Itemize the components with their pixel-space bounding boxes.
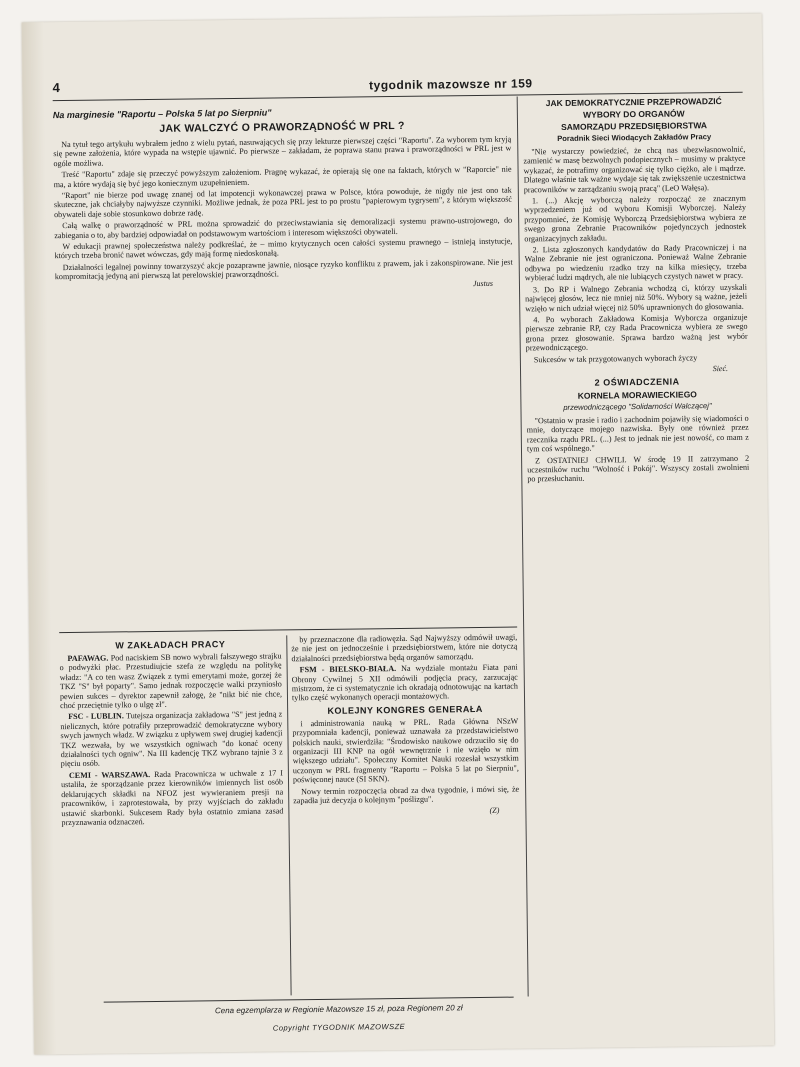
elections-paragraph: 1. (...) Akcję wyborczą należy rozpocząć ze znacznym wyprzedzeniem już od wyboru Komisji Wyborczej. Należy przypomnieć, że Komisję Wyborczą Przedsiębiorstwa wybiera ze swego grona Zebranie Pracowników pojedynczych jednostek organizacyjnych zakładu. <box>524 193 747 244</box>
news-lead: FSC - LUBLIN. <box>68 711 124 722</box>
article-signature: Justus <box>472 278 493 288</box>
page-number: 4 <box>52 80 60 96</box>
elections-paragraph: "Nie wystarczy powiedzieć, że chcą nas ubezwłasnowolnić, zamienić w masę bezwolnych podopiecznych – musimy w praktyce wykazać, że potrafimy organizować się tylko ciężko, ale i mądrze. Dlatego właśnie tak ważne wydaje się tak zwiększenie uczestnictwa pracowników w zarządzaniu swoją pracą" (LeO Wałęsa). <box>523 144 746 195</box>
article-subhead: Na marginesie "Raportu – Polska 5 lat po Sierpniu" <box>52 107 272 121</box>
article-paragraph: W edukacji prawnej społeczeństwa należy podkreślać, że – mimo krytycznych ocen całości systemu prawnego – istnieją instytucje, których trzeba bronić nawet wówczas, gdy mają formę niedoskonałą. <box>54 236 513 261</box>
page-fold-shadow <box>22 22 60 1054</box>
workplaces-section <box>59 635 285 998</box>
middle-intro: by przeznaczone dla radiowęzła. Sąd Najwyższy odmówił uwagi, że nie jest on jednocześnie i przedsiębiorstwem, które nie dotyczą działalności przedsiębiorstwa będą organów samorządu. <box>291 632 518 664</box>
elections-article <box>523 94 756 977</box>
newspaper-sheet <box>22 14 775 1055</box>
news-item <box>292 663 518 703</box>
page-content <box>52 70 754 1038</box>
news-item <box>59 651 282 710</box>
statement-title: 2 OŚWIADCZENIA <box>594 376 680 388</box>
article-paragraph: Na tytuł tego artykułu wybrałem jedno z wielu pytań, nasuwających się przy lekturze pierwszej części "Raportu". Za wyborem tym kryją się pewne założenia, które wypada na wstępie ujawnić. Po pierwsze – zakładam, że poprawa stanu prawa i praworządności w PRL jest w ogóle możliwa. <box>53 134 512 168</box>
section-title: W ZAKŁADACH PRACY <box>115 639 226 651</box>
main-article <box>53 103 517 629</box>
article-paragraph: Całą walkę o praworządność w PRL można sprowadzić do przeciwstawiania się demoralizacji systemu prawno-ustrojowego, do zabiegania o to, aby bardziej odpowiadał on podstawowym wartościom i interesom większości obywateli. <box>54 215 513 240</box>
elections-title-line: JAK DEMOKRATYCZNIE PRZEPROWADZIĆ <box>545 96 722 109</box>
elections-paragraph: 4. Po wyborach Zakładowa Komisja Wyborcza organizuje pierwsze zebranie RP, czy Rada Pracownicza wybiera ze swego grona przez głosowanie. Sprawa bardzo ważną jest wybór przewodniczącego. <box>525 312 748 353</box>
article-paragraph: Działalności legalnej powinny towarzyszyć akcje pozaprawne jawnie, niosące ryzyko konfliktu z prawem, jak i zakonspirowane. Nie jest kompromitacją jedyną ani pierwszą lat perelowskiej praworządności. <box>54 257 513 282</box>
article-paragraph: Treść "Raportu" zdaje się przeczyć powyższym założeniom. Pragnę wykazać, że opierają się one na faktach, których w "Raporcie" nie ma, a które wydają się być jego koniecznym uzupełnieniem. <box>53 164 512 189</box>
section-rule <box>59 627 517 634</box>
statement-subtitle-2: przewodniczącego "Solidarności Walczącej" <box>563 401 712 412</box>
news-lead: CEMI - WARSZAWA. <box>68 769 151 780</box>
article-paragraph: "Raport" nie bierze pod uwagę znanej od lat impotencji wykonawczej prawa w Polsce, która powoduje, że nigdy nie jest ono tak skuteczne, jak chciałyby najwyższe czynniki. Możliwe jednak, że poza PRL jest to po prostu "papierowym tygrysem", z którym większość obywateli daje sobie stosunkowo dobrze radę. <box>53 185 512 220</box>
congress-heading: KOLEJNY KONGRES GENERAŁA <box>327 703 483 716</box>
elections-paragraph: 2. Lista zgłoszonych kandydatów do Rady Pracowniczej i na Walne Zebranie nie jest ograniczona. Ponieważ Walne Zebranie odbywa po wiedzeniu rzadko trzy na kilka miesięcy, trzeba wybierać ludzi mądrych, ale nie lubiących czystych nawet w pracy. <box>524 242 747 283</box>
article-title: JAK WALCZYĆ O PRAWORZĄDNOŚĆ W PRL ? <box>159 119 405 135</box>
elections-title-line: WYBORY DO ORGANÓW <box>583 108 685 120</box>
news-lead: PAFAWAG. <box>67 653 109 664</box>
middle-closing: Nowy termin rozpoczęcia obrad za dwa tygodnie, i mówi się, że zapadła już decyzja o kolejnym "poślizgu". <box>293 784 520 806</box>
elections-signature: Sieć. <box>712 363 729 374</box>
elections-subtitle: Poradnik Sieci Wiodących Zakładów Pracy <box>557 132 712 144</box>
footer-rule <box>104 997 514 1003</box>
news-item <box>61 768 284 827</box>
statement-subtitle: KORNELA MORAWIECKIEGO <box>577 389 697 401</box>
news-lead: FSM - BIELSKO-BIAŁA. <box>299 664 397 675</box>
elections-title-line: SAMORZĄDU PRZEDSIĘBIORSTWA <box>561 120 708 132</box>
elections-paragraph: Sukcesów w tak przygotowanych wyborach życzy <box>533 352 698 364</box>
elections-paragraph: 3. Do RP i Walnego Zebrania wchodzą ci, którzy uzyskali najwięcej głosów, lecz nie mniej niż 50%. Wybory są ważne, jeżeli wzięło w nich udział więcej niż 50% uprawnionych do głosowania. <box>525 282 748 313</box>
news-text: Pod naciskiem SB nowo wybrali fałszywego strajku o podwyżki płac. Przestudiujcie szefa ze względu na politykę władz: "A co ten wasz Związek z tymi emerytami może, gorzej że TKZ "S" był poparty". Samo jednak rozpoczęcie walki przyniosło pewien sukces – dyrektor zapewnił załogę, że "nikt bić nie chce, choć przeciętnie tylko o ulgę zł". <box>59 651 282 711</box>
price-line: Cena egzemplarza w Regionie Mazowsze 15 zł, poza Regionem 20 zł <box>214 1003 463 1016</box>
column-divider <box>286 635 291 995</box>
copyright-line: Copyright TYGODNIK MAZOWSZE <box>272 1021 406 1033</box>
statement-paragraph: Z OSTATNIEJ CHWILI. W środę 19 II zatrzymano 2 uczestników ruchu "Wolność i Pokój". Wszyscy zostali zwolnieni po przesłuchaniu. <box>527 453 750 484</box>
news-text: Na wydziale montażu Fiata pani Obrony Cywilnej 5 XII odmówili podjęcia pracy, zarzucając mistrzom, że ci systematycznie ich okradają odnotowując na kartach tylko część wykonanych operacji montażowych. <box>291 662 518 703</box>
news-text: Tutejsza organizacja zakładowa "S" jest jedną z nielicznych, które potrafiły przeprowadzić demokratyczne wybory swych jawnych władz. W związku z upływem swej drugiej kadencji TKZ wezwała, by we wszystkich ogniwach "do konać oceny działalności tych ogniw". Na III kadencję TKZ wybrano tajnie 3 z pięciu osób. <box>60 709 283 769</box>
news-text: i administrowania nauką w PRL. Rada Główna NSzW przypomniała kadencji, ponieważ uznawała za przedstawicielstwo polskich nauki, stwierdziła: "Środowisko naukowe odrzuciło się do organizacji III KNP na ogół wewnętrznie i nie wzięło w nim większego udziału". Społeczny Komitet Nauki rozesłał wszystkim uczonym w PRL fragmenty "Raportu – Polska 5 lat po Sierpniu", poświęconej nauce (SI SKN). <box>292 716 519 785</box>
news-item <box>60 710 283 769</box>
middle-column <box>291 633 521 996</box>
news-text: Rada Pracownicza w uchwale z 17 I ustaliła, że sporządzanie przez kierowników imiennych list osób deklarujących składki na NFOZ jest wywieraniem presji na pracowników, i zaprotestowała, by przy wyjściach do zakładu ustawić skarbonki. Sukcesem Rady była ostatnio zmiana zasad przyznawania odznaczeń. <box>60 768 284 828</box>
statement-paragraph: "Ostatnio w prasie i radio i zachodnim pojawiły się wiadomości o mnie, dotyczące mojego nazwiska. Były one również przez rzecznika rządu PRL. (...) Jest to jednak nie jest nowość, co mam z tym coś wspólnego." <box>526 413 749 454</box>
middle-initial: (Z) <box>489 805 500 815</box>
publication-title: tygodnik mazowsze nr 159 <box>369 76 533 93</box>
